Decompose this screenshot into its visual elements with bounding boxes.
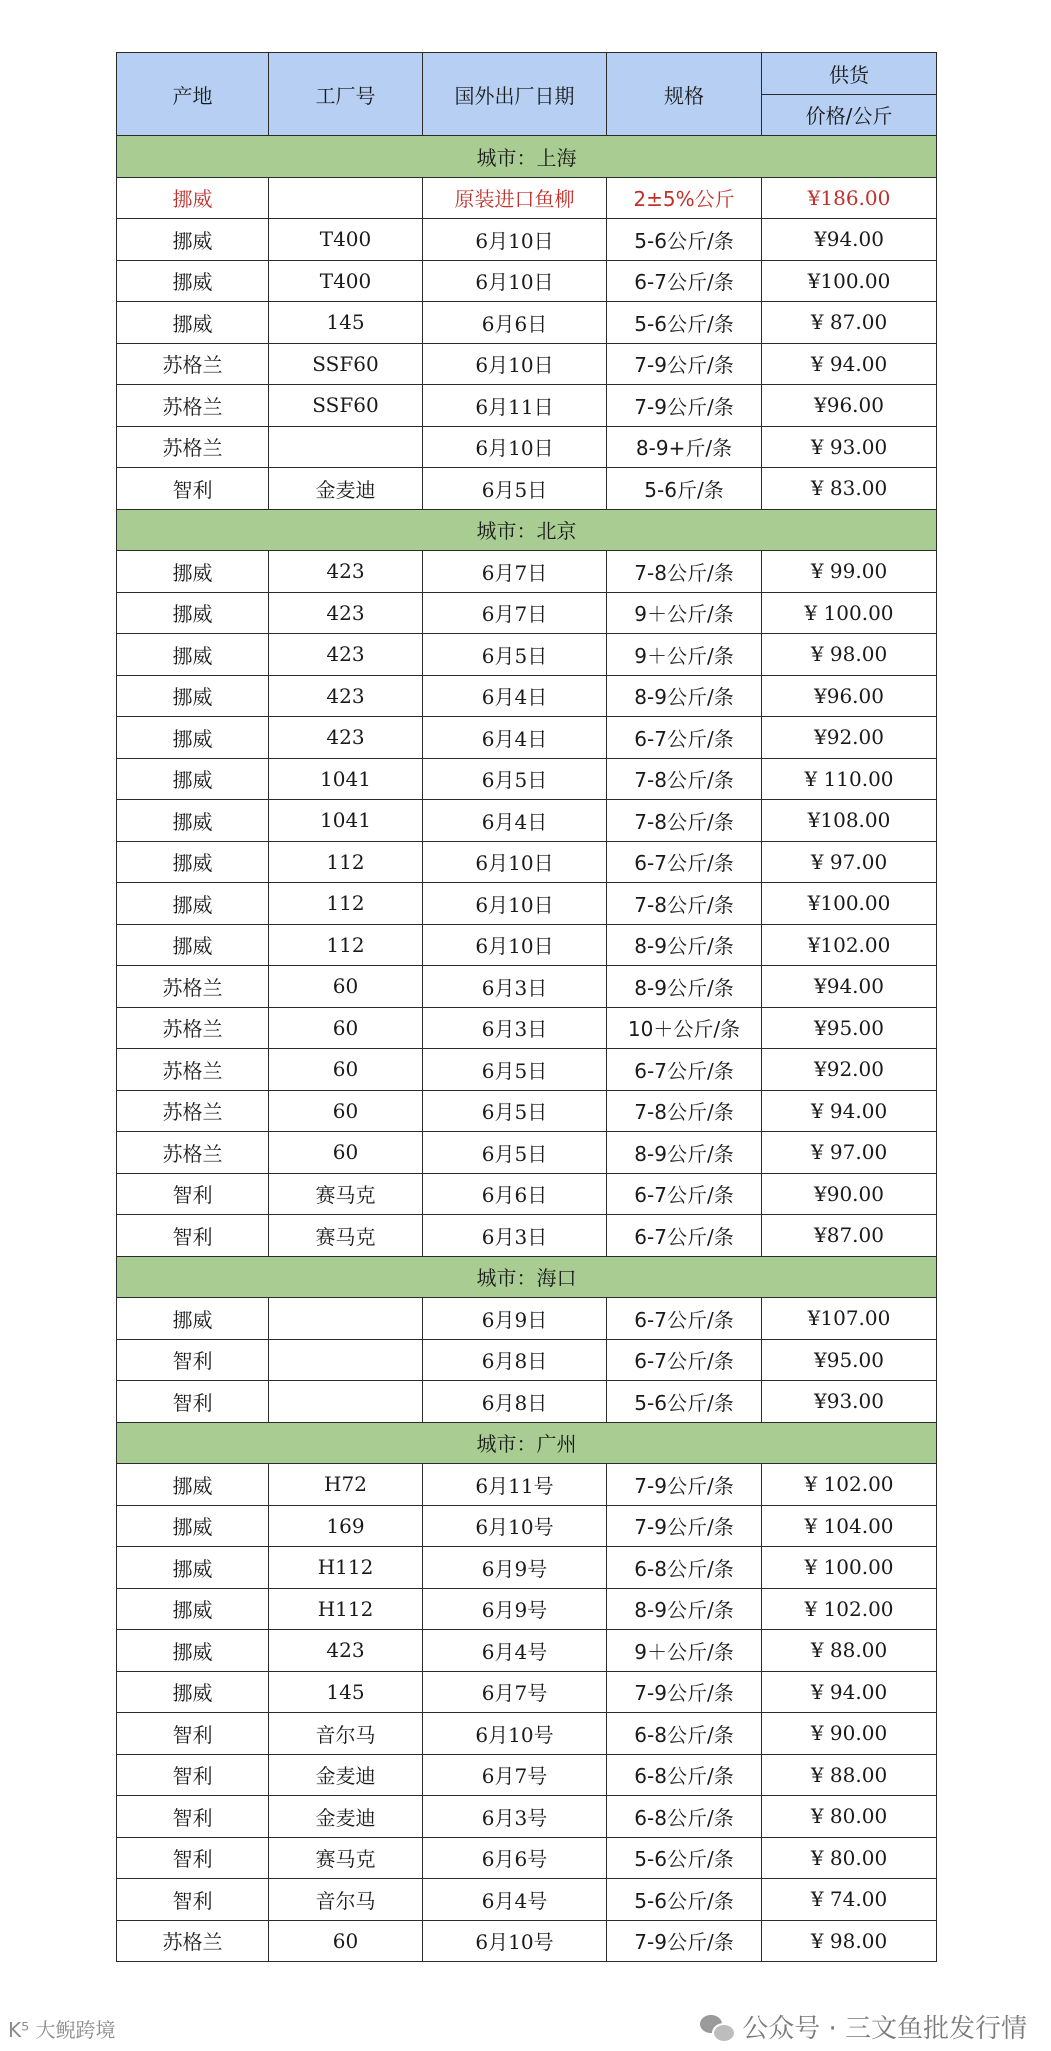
cell-date: 6月5日 (423, 1049, 607, 1091)
header-spec: 规格 (607, 53, 762, 136)
table-row (117, 1339, 937, 1381)
cell-price: ¥ 98.00 (762, 1920, 937, 1962)
cell-spec: 7-9公斤/条 (607, 1920, 762, 1962)
cell-price: ¥186.00 (762, 177, 937, 219)
table-row (117, 1505, 937, 1547)
cell-origin: 挪威 (117, 800, 269, 842)
cell-date: 6月4日 (423, 675, 607, 717)
cell-factory: 音尔马 (269, 1713, 423, 1755)
cell-date: 6月10号 (423, 1920, 607, 1962)
cell-factory: 1041 (269, 758, 423, 800)
cell-factory (269, 177, 423, 219)
cell-price: ¥108.00 (762, 800, 937, 842)
section-title: 城市：海口 (117, 1256, 937, 1298)
cell-spec: 7-8公斤/条 (607, 551, 762, 593)
table-row (117, 468, 937, 510)
cell-spec: 6-7公斤/条 (607, 1339, 762, 1381)
cell-factory: 赛马克 (269, 1215, 423, 1257)
table-row (117, 1547, 937, 1589)
cell-date: 6月10日 (423, 426, 607, 468)
cell-factory: 赛马克 (269, 1837, 423, 1879)
cell-date: 6月11号 (423, 1464, 607, 1506)
cell-factory: 60 (269, 1049, 423, 1091)
cell-price: ¥ 90.00 (762, 1713, 937, 1755)
cell-origin: 挪威 (117, 219, 269, 261)
cell-price: ¥ 100.00 (762, 592, 937, 634)
cell-price: ¥100.00 (762, 883, 937, 925)
cell-date: 6月9日 (423, 1298, 607, 1340)
cell-price: ¥ 80.00 (762, 1796, 937, 1838)
section-row (117, 1256, 937, 1298)
cell-spec: 8-9公斤/条 (607, 675, 762, 717)
cell-factory: 112 (269, 883, 423, 925)
header-supply: 供货 (762, 53, 937, 95)
cell-price: ¥ 94.00 (762, 343, 937, 385)
cell-date: 6月7日 (423, 592, 607, 634)
cell-origin: 挪威 (117, 1671, 269, 1713)
cell-date: 6月10号 (423, 1713, 607, 1755)
cell-price: ¥ 80.00 (762, 1837, 937, 1879)
cell-factory: 60 (269, 966, 423, 1008)
cell-origin: 挪威 (117, 758, 269, 800)
table-row (117, 675, 937, 717)
cell-date: 6月10日 (423, 841, 607, 883)
cell-price: ¥92.00 (762, 717, 937, 759)
cell-factory (269, 426, 423, 468)
cell-spec: 7-9公斤/条 (607, 343, 762, 385)
cell-origin: 智利 (117, 1215, 269, 1257)
watermark-left: K⁵ 大鲵跨境 (8, 2018, 116, 2042)
table-row (117, 1713, 937, 1755)
cell-factory: 423 (269, 1630, 423, 1672)
cell-date: 6月9号 (423, 1547, 607, 1589)
cell-date: 6月5日 (423, 468, 607, 510)
cell-spec: 5-6公斤/条 (607, 302, 762, 344)
cell-origin: 挪威 (117, 883, 269, 925)
cell-factory: H112 (269, 1547, 423, 1589)
cell-factory: 金麦迪 (269, 1796, 423, 1838)
cell-price: ¥ 94.00 (762, 1090, 937, 1132)
cell-price: ¥ 93.00 (762, 426, 937, 468)
cell-factory: 423 (269, 551, 423, 593)
cell-origin: 挪威 (117, 177, 269, 219)
cell-origin: 挪威 (117, 1547, 269, 1589)
cell-spec: 6-7公斤/条 (607, 260, 762, 302)
cell-price: ¥93.00 (762, 1381, 937, 1423)
cell-date: 6月4号 (423, 1879, 607, 1921)
cell-date: 6月6日 (423, 1173, 607, 1215)
cell-date: 6月8日 (423, 1381, 607, 1423)
table-row (117, 1132, 937, 1174)
cell-factory: 60 (269, 1132, 423, 1174)
cell-spec: 6-8公斤/条 (607, 1713, 762, 1755)
cell-origin: 智利 (117, 1837, 269, 1879)
header-row (117, 53, 937, 95)
cell-spec: 7-9公斤/条 (607, 385, 762, 427)
section-title: 城市：广州 (117, 1422, 937, 1464)
table-row (117, 1754, 937, 1796)
cell-factory: 169 (269, 1505, 423, 1547)
cell-factory (269, 1381, 423, 1423)
cell-spec: 8-9公斤/条 (607, 966, 762, 1008)
cell-origin: 苏格兰 (117, 966, 269, 1008)
cell-origin: 挪威 (117, 1588, 269, 1630)
cell-spec: 8-9公斤/条 (607, 924, 762, 966)
watermark-right-text: 公众号 · 三文鱼批发行情 (742, 2014, 1027, 2044)
table-row (117, 1920, 937, 1962)
cell-origin: 苏格兰 (117, 426, 269, 468)
cell-origin: 苏格兰 (117, 343, 269, 385)
cell-price: ¥95.00 (762, 1007, 937, 1049)
table-row (117, 1007, 937, 1049)
cell-price: ¥ 102.00 (762, 1588, 937, 1630)
cell-date: 6月9号 (423, 1588, 607, 1630)
cell-price: ¥ 98.00 (762, 634, 937, 676)
cell-factory: 112 (269, 841, 423, 883)
cell-spec: 5-6公斤/条 (607, 1837, 762, 1879)
cell-price: ¥107.00 (762, 1298, 937, 1340)
cell-factory: 音尔马 (269, 1879, 423, 1921)
cell-price: ¥94.00 (762, 219, 937, 261)
cell-factory: 423 (269, 634, 423, 676)
cell-origin: 苏格兰 (117, 1007, 269, 1049)
cell-spec: 5-6公斤/条 (607, 1879, 762, 1921)
table-row (117, 1796, 937, 1838)
table-row (117, 841, 937, 883)
cell-price: ¥ 88.00 (762, 1754, 937, 1796)
cell-origin: 挪威 (117, 717, 269, 759)
cell-price: ¥96.00 (762, 675, 937, 717)
cell-origin: 挪威 (117, 1464, 269, 1506)
section-row (117, 509, 937, 551)
cell-date: 6月5日 (423, 758, 607, 800)
cell-factory: H112 (269, 1588, 423, 1630)
table-row (117, 1049, 937, 1091)
cell-origin: 智利 (117, 1879, 269, 1921)
cell-spec: 7-8公斤/条 (607, 883, 762, 925)
cell-spec: 6-7公斤/条 (607, 1173, 762, 1215)
cell-factory: T400 (269, 260, 423, 302)
cell-date: 6月3日 (423, 1007, 607, 1049)
cell-date: 6月4日 (423, 717, 607, 759)
cell-origin: 智利 (117, 1796, 269, 1838)
price-table (116, 52, 937, 1962)
cell-spec: 7-8公斤/条 (607, 1090, 762, 1132)
cell-date: 6月10日 (423, 260, 607, 302)
cell-factory: 145 (269, 1671, 423, 1713)
cell-date: 6月3日 (423, 966, 607, 1008)
section-title: 城市：北京 (117, 509, 937, 551)
cell-price: ¥ 110.00 (762, 758, 937, 800)
cell-price: ¥ 102.00 (762, 1464, 937, 1506)
cell-factory: 112 (269, 924, 423, 966)
cell-spec: 6-7公斤/条 (607, 1049, 762, 1091)
cell-price: ¥ 97.00 (762, 841, 937, 883)
cell-origin: 智利 (117, 468, 269, 510)
table-body (117, 136, 937, 1962)
table-row (117, 1215, 937, 1257)
footer (0, 2008, 1051, 2051)
cell-spec: 6-8公斤/条 (607, 1796, 762, 1838)
cell-price: ¥ 88.00 (762, 1630, 937, 1672)
cell-date: 6月8日 (423, 1339, 607, 1381)
cell-factory: 金麦迪 (269, 468, 423, 510)
cell-factory: 金麦迪 (269, 1754, 423, 1796)
cell-date: 6月10日 (423, 219, 607, 261)
table-row (117, 924, 937, 966)
cell-factory (269, 1339, 423, 1381)
cell-date: 6月11日 (423, 385, 607, 427)
cell-spec: 9＋公斤/条 (607, 1630, 762, 1672)
cell-price: ¥ 87.00 (762, 302, 937, 344)
table-row (117, 1381, 937, 1423)
section-title: 城市：上海 (117, 136, 937, 178)
cell-date: 6月7号 (423, 1754, 607, 1796)
table-row (117, 302, 937, 344)
cell-origin: 挪威 (117, 1505, 269, 1547)
table-row (117, 385, 937, 427)
cell-spec: 7-9公斤/条 (607, 1671, 762, 1713)
cell-date: 6月10日 (423, 924, 607, 966)
cell-origin: 苏格兰 (117, 1049, 269, 1091)
section-row (117, 1422, 937, 1464)
cell-factory: 423 (269, 717, 423, 759)
table-row (117, 1879, 937, 1921)
table-row (117, 883, 937, 925)
table-row (117, 343, 937, 385)
cell-factory (269, 1298, 423, 1340)
cell-price: ¥ 83.00 (762, 468, 937, 510)
cell-date: 6月4号 (423, 1630, 607, 1672)
cell-spec: 8-9公斤/条 (607, 1132, 762, 1174)
cell-factory: 423 (269, 592, 423, 634)
table-row (117, 177, 937, 219)
cell-origin: 苏格兰 (117, 1132, 269, 1174)
table-row (117, 717, 937, 759)
cell-factory: SSF60 (269, 343, 423, 385)
cell-price: ¥ 97.00 (762, 1132, 937, 1174)
cell-spec: 6-8公斤/条 (607, 1754, 762, 1796)
cell-date: 原装进口鱼柳 (423, 177, 607, 219)
table-row (117, 551, 937, 593)
cell-factory: 60 (269, 1007, 423, 1049)
cell-spec: 7-9公斤/条 (607, 1505, 762, 1547)
table-row (117, 1630, 937, 1672)
cell-date: 6月10日 (423, 343, 607, 385)
cell-origin: 智利 (117, 1754, 269, 1796)
cell-date: 6月5日 (423, 1132, 607, 1174)
table-row (117, 758, 937, 800)
cell-factory: 赛马克 (269, 1173, 423, 1215)
header-date: 国外出厂日期 (423, 53, 607, 136)
cell-origin: 智利 (117, 1339, 269, 1381)
cell-origin: 苏格兰 (117, 385, 269, 427)
cell-date: 6月10日 (423, 883, 607, 925)
cell-spec: 6-7公斤/条 (607, 1298, 762, 1340)
cell-spec: 6-7公斤/条 (607, 717, 762, 759)
cell-origin: 苏格兰 (117, 1920, 269, 1962)
header-price: 价格/公斤 (762, 94, 937, 136)
table-row (117, 592, 937, 634)
cell-price: ¥87.00 (762, 1215, 937, 1257)
cell-spec: 7-8公斤/条 (607, 758, 762, 800)
cell-date: 6月6日 (423, 302, 607, 344)
table-row (117, 1588, 937, 1630)
cell-origin: 智利 (117, 1381, 269, 1423)
cell-factory: T400 (269, 219, 423, 261)
cell-price: ¥ 94.00 (762, 1671, 937, 1713)
cell-spec: 6-7公斤/条 (607, 841, 762, 883)
cell-date: 6月3号 (423, 1796, 607, 1838)
watermark-right (700, 2008, 1027, 2045)
cell-spec: 5-6斤/条 (607, 468, 762, 510)
cell-spec: 8-9+斤/条 (607, 426, 762, 468)
cell-origin: 苏格兰 (117, 1090, 269, 1132)
cell-origin: 挪威 (117, 592, 269, 634)
cell-origin: 挪威 (117, 1630, 269, 1672)
cell-spec: 5-6公斤/条 (607, 219, 762, 261)
cell-factory: 1041 (269, 800, 423, 842)
table-row (117, 1173, 937, 1215)
cell-price: ¥ 100.00 (762, 1547, 937, 1589)
cell-origin: 挪威 (117, 1298, 269, 1340)
cell-factory: 60 (269, 1090, 423, 1132)
cell-spec: 9＋公斤/条 (607, 634, 762, 676)
table-row (117, 1671, 937, 1713)
cell-date: 6月3日 (423, 1215, 607, 1257)
table-row (117, 800, 937, 842)
cell-origin: 智利 (117, 1173, 269, 1215)
cell-price: ¥94.00 (762, 966, 937, 1008)
cell-origin: 挪威 (117, 675, 269, 717)
table-row (117, 1464, 937, 1506)
price-sheet (116, 52, 936, 1962)
cell-price: ¥95.00 (762, 1339, 937, 1381)
cell-factory: 60 (269, 1920, 423, 1962)
cell-price: ¥ 104.00 (762, 1505, 937, 1547)
cell-spec: 8-9公斤/条 (607, 1588, 762, 1630)
table-row (117, 634, 937, 676)
cell-price: ¥ 74.00 (762, 1879, 937, 1921)
cell-spec: 2±5%公斤 (607, 177, 762, 219)
cell-origin: 挪威 (117, 260, 269, 302)
cell-spec: 9＋公斤/条 (607, 592, 762, 634)
table-row (117, 966, 937, 1008)
table-row (117, 260, 937, 302)
cell-date: 6月4日 (423, 800, 607, 842)
cell-spec: 10＋公斤/条 (607, 1007, 762, 1049)
cell-factory: 423 (269, 675, 423, 717)
cell-origin: 挪威 (117, 841, 269, 883)
cell-origin: 挪威 (117, 551, 269, 593)
cell-spec: 6-7公斤/条 (607, 1215, 762, 1257)
cell-date: 6月5日 (423, 1090, 607, 1132)
cell-factory: SSF60 (269, 385, 423, 427)
cell-factory: H72 (269, 1464, 423, 1506)
table-row (117, 1837, 937, 1879)
cell-origin: 挪威 (117, 302, 269, 344)
cell-date: 6月7日 (423, 551, 607, 593)
cell-price: ¥90.00 (762, 1173, 937, 1215)
section-row (117, 136, 937, 178)
cell-origin: 智利 (117, 1713, 269, 1755)
cell-spec: 6-8公斤/条 (607, 1547, 762, 1589)
header-factory: 工厂号 (269, 53, 423, 136)
cell-price: ¥ 99.00 (762, 551, 937, 593)
cell-price: ¥96.00 (762, 385, 937, 427)
cell-price: ¥102.00 (762, 924, 937, 966)
table-row (117, 219, 937, 261)
cell-date: 6月7号 (423, 1671, 607, 1713)
cell-spec: 7-8公斤/条 (607, 800, 762, 842)
wechat-icon (700, 2013, 734, 2041)
table-row (117, 1090, 937, 1132)
cell-date: 6月6号 (423, 1837, 607, 1879)
cell-spec: 5-6公斤/条 (607, 1381, 762, 1423)
table-row (117, 1298, 937, 1340)
table-row (117, 426, 937, 468)
cell-price: ¥92.00 (762, 1049, 937, 1091)
header-origin: 产地 (117, 53, 269, 136)
cell-price: ¥100.00 (762, 260, 937, 302)
cell-origin: 挪威 (117, 924, 269, 966)
cell-date: 6月5日 (423, 634, 607, 676)
cell-date: 6月10号 (423, 1505, 607, 1547)
cell-origin: 挪威 (117, 634, 269, 676)
cell-spec: 7-9公斤/条 (607, 1464, 762, 1506)
cell-factory: 145 (269, 302, 423, 344)
